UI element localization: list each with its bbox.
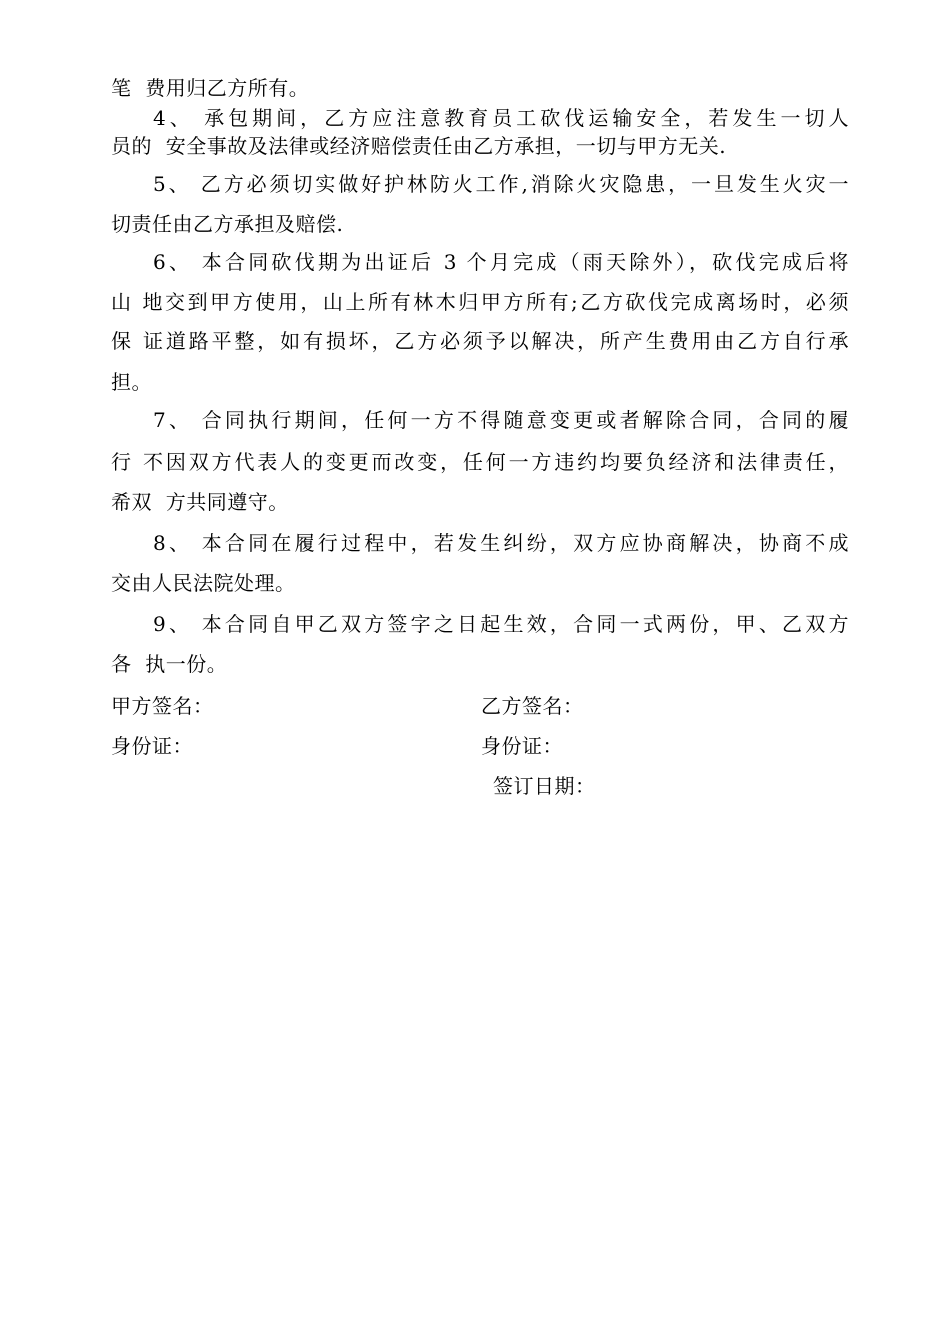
clause-5-line-1: 5、 乙方必须切实做好护林防火工作,消除火灾隐患，一旦发生火灾一: [153, 172, 849, 196]
party-a-signature-label: 甲方签名：: [111, 694, 214, 718]
clause-9-line-2: 各 执一份。: [111, 652, 228, 676]
clause-8-line-1: 8、 本合同在履行过程中，若发生纠纷，双方应协商解决，协商不成: [153, 531, 849, 555]
clause-6-line-2: 山 地交到甲方使用，山上所有林木归甲方所有;乙方砍伐完成离场时，必须: [111, 290, 849, 314]
clause-3-line-1: 笔 费用归乙方所有。: [111, 76, 310, 100]
clause-8-line-2: 交由人民法院处理。: [111, 571, 296, 595]
sign-date-label: 签订日期：: [493, 774, 596, 798]
party-a-id-label: 身份证：: [111, 734, 193, 758]
clause-6-line-4: 担。: [111, 370, 152, 394]
clause-4-line-1: 4、 承包期间，乙方应注意教育员工砍伐运输安全，若发生一切人: [153, 106, 849, 130]
clause-5-line-2: 切责任由乙方承担及赔偿.: [111, 212, 344, 236]
clause-4-line-2: 员的 安全事故及法律或经济赔偿责任由乙方承担，一切与甲方无关.: [111, 134, 727, 158]
clause-7-line-1: 7、 合同执行期间，任何一方不得随意变更或者解除合同，合同的履: [153, 408, 849, 432]
clause-7-line-2: 行 不因双方代表人的变更而改变，任何一方违约均要负经济和法律责任，: [111, 450, 849, 474]
party-b-id-label: 身份证：: [481, 734, 563, 758]
clause-7-line-3: 希双 方共同遵守。: [111, 490, 289, 514]
party-b-signature-label: 乙方签名：: [481, 694, 584, 718]
clause-6-line-1: 6、 本合同砍伐期为出证后 3 个月完成（雨天除外），砍伐完成后将: [153, 250, 849, 274]
clause-9-line-1: 9、 本合同自甲乙双方签字之日起生效，合同一式两份，甲、乙双方: [153, 612, 849, 636]
clause-6-line-3: 保 证道路平整，如有损坏，乙方必须予以解决，所产生费用由乙方自行承: [111, 329, 849, 353]
